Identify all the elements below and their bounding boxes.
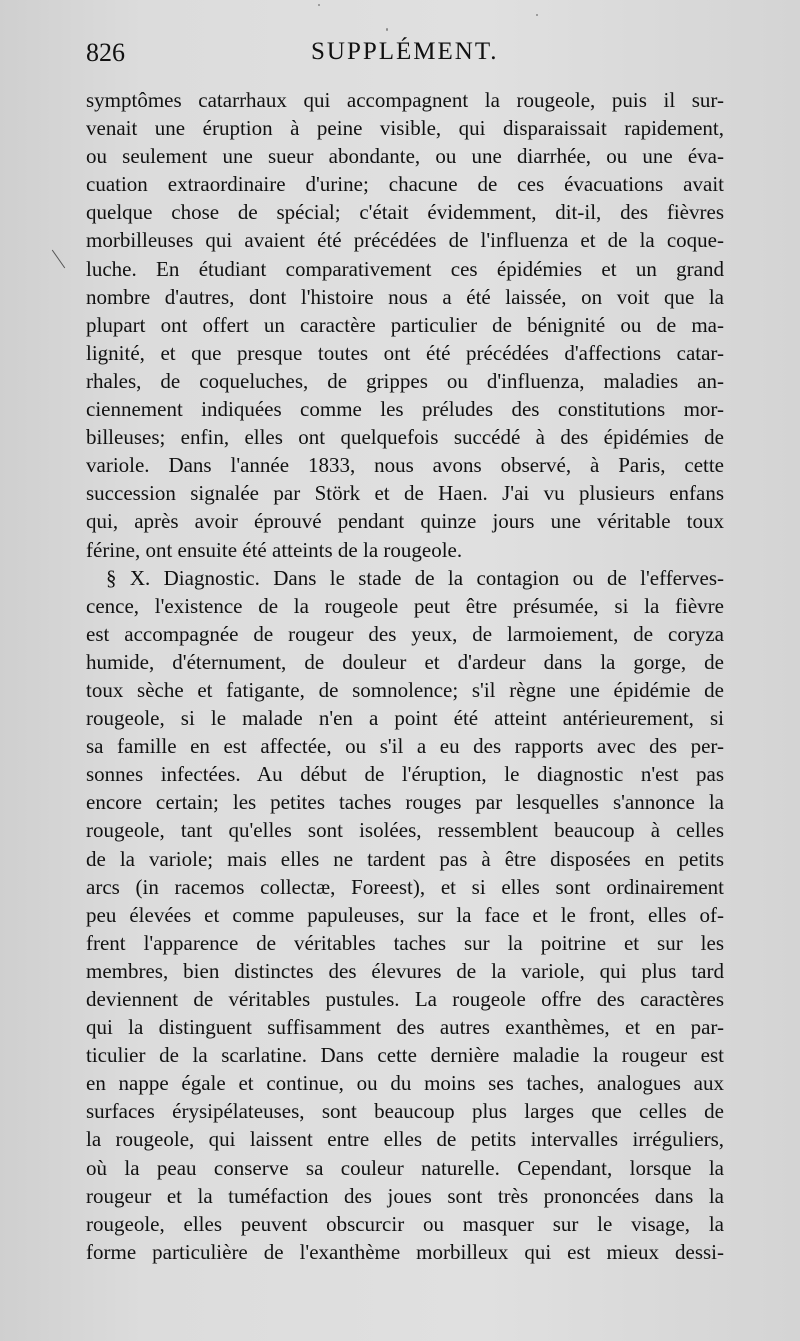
text-line: sa famille en est affectée, ou s'il a eu des rapports avec des per- bbox=[86, 734, 724, 759]
text-line: morbilleuses qui avaient été précédées de l'influenza et de la coque- bbox=[86, 228, 724, 253]
text-line: sonnes infectées. Au début de l'éruption, le diagnostic n'est pas bbox=[86, 762, 724, 787]
paper-speck bbox=[386, 28, 388, 31]
text-line: humide, d'éternument, de douleur et d'ardeur dans la gorge, de bbox=[86, 649, 724, 674]
text-line: nombre d'autres, dont l'histoire nous a été laissée, on voit que la bbox=[86, 284, 724, 309]
text-line: où la peau conserve sa couleur naturelle. Cependant, lorsque la bbox=[86, 1155, 724, 1180]
text-line: la rougeole, qui laissent entre elles de petits intervalles irréguliers, bbox=[86, 1127, 724, 1152]
text-line: qui la distinguent suffisamment des autres exanthèmes, et en par- bbox=[86, 1015, 724, 1040]
text-line: succession signalée par Störk et de Haen. J'ai vu plusieurs enfans bbox=[86, 481, 724, 506]
text-line: ciennement indiquées comme les préludes des constitutions mor- bbox=[86, 397, 724, 422]
text-line: peu élevées et comme papuleuses, sur la face et le front, elles of- bbox=[86, 902, 724, 927]
text-line: variole. Dans l'année 1833, nous avons observé, à Paris, cette bbox=[86, 453, 724, 478]
text-line: membres, bien distinctes des élevures de la variole, qui plus tard bbox=[86, 958, 724, 983]
text-line: de la variole; mais elles ne tardent pas à être disposées en petits bbox=[86, 846, 724, 871]
page-header bbox=[86, 38, 726, 72]
text-line: rougeole, si le malade n'en a point été atteint antérieurement, si bbox=[86, 706, 724, 731]
margin-mark bbox=[52, 250, 65, 269]
text-line: billeuses; enfin, elles ont quelquefois succédé à des épidémies de bbox=[86, 425, 724, 450]
text-line: rhales, de coqueluches, de grippes ou d'influenza, maladies an- bbox=[86, 368, 724, 393]
text-line: rougeur et la tuméfaction des joues sont très prononcées dans la bbox=[86, 1183, 724, 1208]
text-line: arcs (in racemos collectæ, Foreest), et si elles sont ordinairement bbox=[86, 874, 724, 899]
text-line: forme particulière de l'exanthème morbilleux qui est mieux dessi- bbox=[86, 1239, 724, 1264]
text-line: lignité, et que presque toutes ont été précédées d'affections catar- bbox=[86, 340, 724, 365]
text-line: toux sèche et fatigante, de somnolence; s'il règne une épidémie de bbox=[86, 677, 724, 702]
text-line: rougeole, elles peuvent obscurcir ou masquer sur le visage, la bbox=[86, 1211, 724, 1236]
text-line: venait une éruption à peine visible, qui disparaissait rapidement, bbox=[86, 116, 724, 141]
text-line: frent l'apparence de véritables taches sur la poitrine et sur les bbox=[86, 930, 724, 955]
text-line: ou seulement une sueur abondante, ou une diarrhée, ou une éva- bbox=[86, 144, 724, 169]
text-line: qui, après avoir éprouvé pendant quinze jours une véritable toux bbox=[86, 509, 724, 534]
text-line: en nappe égale et continue, ou du moins ses taches, analogues aux bbox=[86, 1071, 724, 1096]
text-line: encore certain; les petites taches rouges par lesquelles s'annonce la bbox=[86, 790, 724, 815]
text-line: surfaces érysipélateuses, sont beaucoup plus larges que celles de bbox=[86, 1099, 724, 1124]
text-line: cuation extraordinaire d'urine; chacune de ces évacuations avait bbox=[86, 172, 724, 197]
paper-speck bbox=[536, 14, 538, 16]
text-line: est accompagnée de rougeur des yeux, de larmoiement, de coryza bbox=[86, 621, 724, 646]
text-line: ticulier de la scarlatine. Dans cette dernière maladie la rougeur est bbox=[86, 1043, 724, 1068]
body-text bbox=[86, 86, 724, 1266]
paper-speck bbox=[318, 4, 320, 6]
page-number: 826 bbox=[86, 38, 125, 67]
text-line: luche. En étudiant comparativement ces épidémies et un grand bbox=[86, 256, 724, 281]
text-line: deviennent de véritables pustules. La rougeole offre des caractères bbox=[86, 987, 724, 1011]
section-heading-line: § X. Diagnostic. Dans le stade de la contagion ou de l'efferves- bbox=[106, 565, 724, 590]
paragraph-end-line: férine, ont ensuite été atteints de la rougeole. bbox=[86, 537, 463, 562]
text-line: rougeole, tant qu'elles sont isolées, ressemblent beaucoup à celles bbox=[86, 818, 724, 843]
text-line: symptômes catarrhaux qui accompagnent la rougeole, puis il sur- bbox=[86, 88, 724, 112]
text-line: cence, l'existence de la rougeole peut être présumée, si la fièvre bbox=[86, 593, 724, 618]
text-line: plupart ont offert un caractère particulier de bénignité ou de ma- bbox=[86, 312, 724, 337]
running-head: SUPPLÉMENT. bbox=[311, 38, 499, 65]
text-line: quelque chose de spécial; c'était évidemment, dit-il, des fièvres bbox=[86, 200, 724, 225]
